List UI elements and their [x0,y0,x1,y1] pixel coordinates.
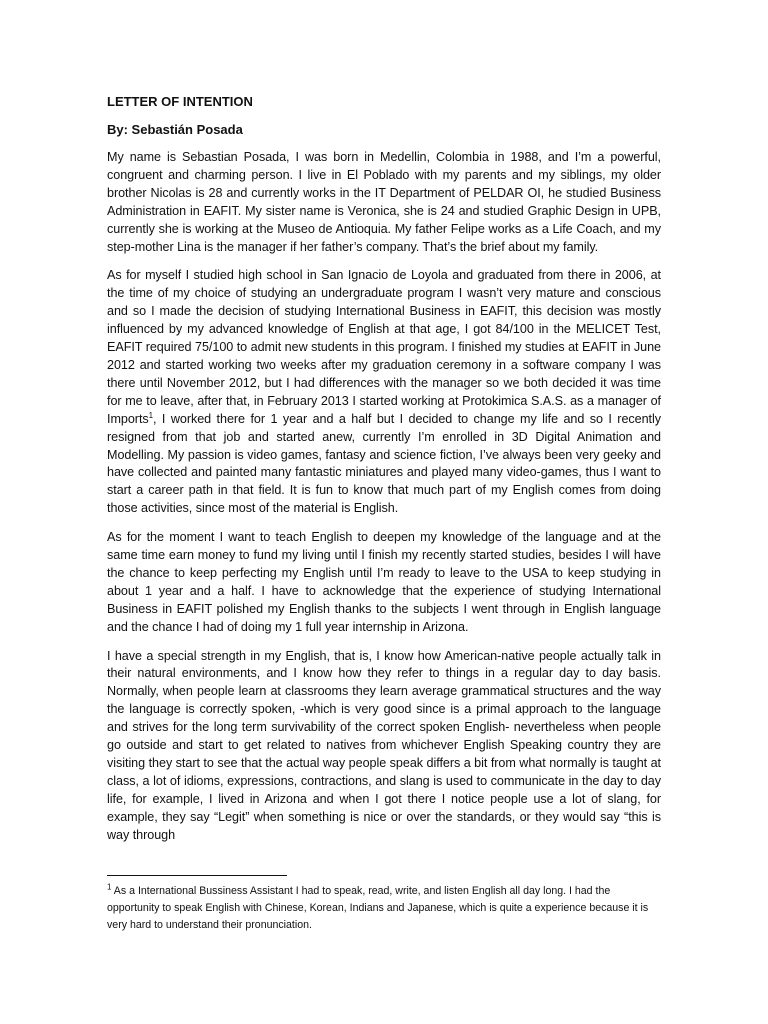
document-title: LETTER OF INTENTION [107,94,253,109]
footnote-text: As a International Bussiness Assistant I had to speak, read, write, and listen English all day long. I had the opportunity to speak English with Chinese, Korean, Indians and Japanese, which is quite a experience because it is very hard to understand their pronunciation. [107,885,649,931]
footnote-divider [107,875,287,876]
paragraph-education-text-1: As for myself I studied high school in San Ignacio de Loyola and graduated from there in 2006, at the time of my choice of studying an undergraduate program I wasn’t very mature and conscious and so I made the decision of studying International Business in EAFIT, this decision was mostly influenced by my advanced knowledge of English at that age, I got 84/100 in the MELICET Test, EAFIT required 75/100 to admit new students in this program. I finished my studies at EAFIT in June 2012 and started working two weeks after my graduation ceremony in a software company I was there until November 2012, but I had differences with the manager so we both decided it was time for me to leave, after that, in February 2013 I started working at Protokimica S.A.S. as a manager of Imports [107,268,661,426]
footnote [107,883,661,933]
paragraph-education [107,267,661,518]
document-byline: By: Sebastián Posada [107,122,243,137]
footnote-reference: 1 [148,410,154,420]
paragraph-family: My name is Sebastian Posada, I was born in Medellin, Colombia in 1988, and I’m a powerful, congruent and charming person. I live in El Poblado with my parents and my siblings, my older brother Nicolas is 28 and currently works in the IT Department of PELDAR OI, he studied Business Administration in EAFIT. My sister name is Veronica, she is 24 and studied Graphic Design in UPB, currently she is working at the Museo de Antioquia. My father Felipe works as a Life Coach, and my step-mother Lina is the manager if her father’s company. That’s the brief about my family. [107,150,661,254]
paragraph-education-text-2: , I worked there for 1 year and a half but I decided to change my life and so I recently resigned from that job and started anew, currently I’m enrolled in 3D Digital Animation and Modelling. My passion is video games, fantasy and science fiction, I’ve always been very geeky and have collected and painted many fantastic miniatures and played many video-games, thus I want to start a career path in that field. It is fun to know that much part of my English comes from doing those activities, since most of the material is English. [107,411,661,516]
footnote-number: 1 [107,882,112,892]
paragraph-teaching-goal: As for the moment I want to teach English to deepen my knowledge of the language and at the same time earn money to fund my living until I finish my recently started studies, besides I will have the chance to keep perfecting my English until I’m ready to leave to the USA to keep studying in about 1 year and a half. I have to acknowledge that the experience of studying International Business in EAFIT polished my English thanks to the subjects I went through in English language and the chance I had of doing my 1 full year internship in Arizona. [107,530,661,634]
paragraph-english-strength: I have a special strength in my English, that is, I know how American-native people actually talk in their natural environments, and I know how they refer to things in a regular day to day basis. Normally, when people learn at classrooms they learn average grammatical structures and the way the language is correctly spoken, -which is very good since is a primal approach to the language and strives for the long term survivability of the correct spoken English- nevertheless when people go outside and start to get related to natives from whichever English Speaking country they are visiting they start to see that the actual way people speak differs a bit from what normally is taught at class, a lot of idioms, expressions, contractions, and slang is used to communicate in the day to day life, for example, I lived in Arizona and when I got there I notice people use a lot of slang, for example, they say “Legit” when something is nice or over the standards, or they would say “this is way through [107,648,661,842]
